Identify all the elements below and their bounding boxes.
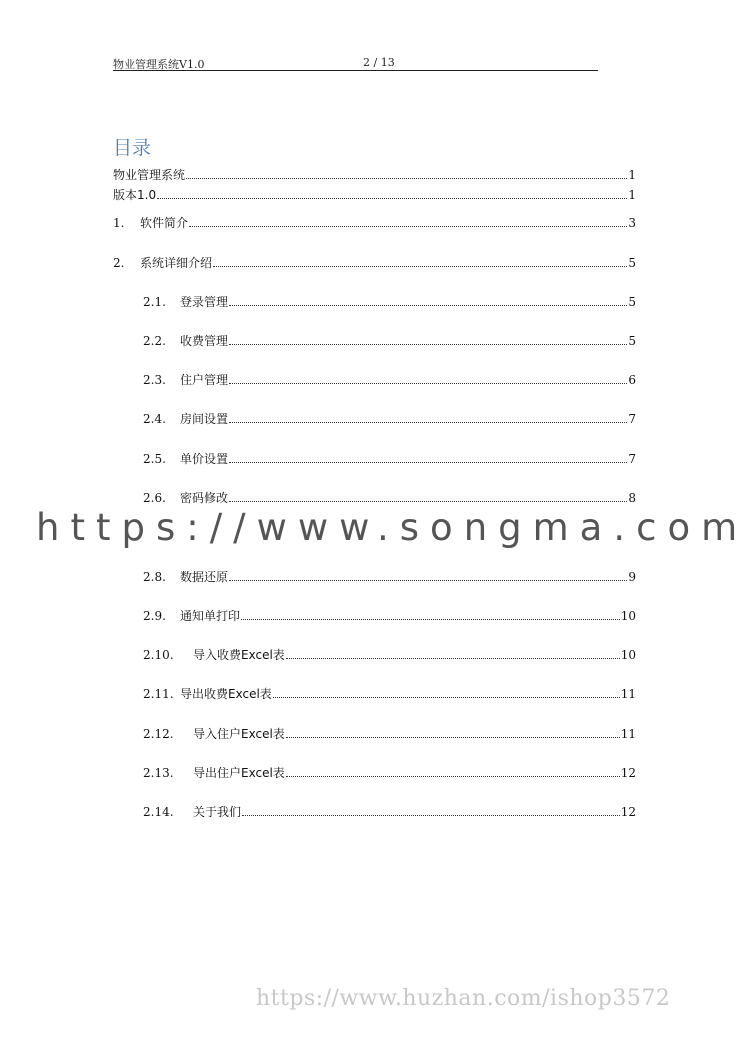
toc-entry[interactable] — [143, 372, 636, 388]
toc-entry[interactable] — [143, 726, 636, 742]
page-indicator: 2 / 13 — [363, 56, 395, 69]
toc-entry-number: 2.2. — [143, 334, 166, 348]
toc-entry-number: 2.6. — [143, 491, 166, 505]
toc-entry-page: 5 — [628, 334, 636, 348]
toc-entry-page: 5 — [628, 256, 636, 270]
page-header — [113, 54, 598, 71]
toc-leader — [229, 569, 627, 581]
toc-entry-text: 登录管理 — [180, 295, 229, 309]
toc-entry-page: 10 — [620, 609, 636, 623]
toc-leader — [157, 187, 627, 199]
toc-entry-page: 11 — [620, 727, 636, 741]
toc-entry[interactable] — [113, 215, 636, 231]
toc-leader — [229, 294, 627, 306]
toc-leader — [189, 215, 627, 227]
toc-entry[interactable] — [143, 333, 636, 349]
toc-entry-number: 2.5. — [143, 452, 166, 466]
toc-title: 目录 — [113, 137, 152, 159]
footer-watermark: https://www.huzhan.com/ishop3572 — [256, 986, 671, 1011]
toc-leader — [229, 490, 627, 502]
toc-entry[interactable] — [113, 167, 636, 183]
toc-entry[interactable] — [143, 569, 636, 585]
toc-entry-text: 单价设置 — [180, 452, 229, 466]
toc-entry-number: 2.3. — [143, 373, 166, 387]
toc-entry-number: 2.9. — [143, 609, 166, 623]
toc-leader — [229, 451, 627, 463]
toc-entry-text: 物业管理系统 — [113, 168, 186, 182]
toc-entry-page: 8 — [628, 491, 636, 505]
toc-entry-text: 收费管理 — [180, 334, 229, 348]
toc-entry[interactable] — [143, 608, 636, 624]
toc-leader — [229, 372, 627, 384]
toc-entry-number: 2.14. — [143, 805, 174, 819]
toc-entry-text: 导入住户Excel表 — [193, 727, 285, 741]
toc-entry-page: 10 — [620, 648, 636, 662]
toc-entry-number: 2. — [113, 256, 125, 270]
toc-entry[interactable] — [143, 294, 636, 310]
toc-entry-number: 2.12. — [143, 727, 174, 741]
toc-entry-page: 11 — [620, 687, 636, 701]
toc-entry-number: 2.13. — [143, 766, 174, 780]
toc-leader — [241, 608, 620, 620]
toc-entry[interactable] — [143, 451, 636, 467]
toc-entry-page: 1 — [628, 168, 636, 182]
toc-entry-text: 住户管理 — [180, 373, 229, 387]
toc-entry[interactable] — [143, 686, 636, 702]
toc-leader — [286, 765, 620, 777]
toc-entry[interactable] — [143, 804, 636, 820]
toc-leader — [213, 255, 627, 267]
toc-entry-text: 导入收费Excel表 — [193, 648, 285, 662]
toc-entry-page: 7 — [628, 412, 636, 426]
toc-entry-text: 版本1.0 — [113, 188, 157, 202]
toc-entry-page: 12 — [620, 805, 636, 819]
toc-entry-text: 通知单打印 — [180, 609, 241, 623]
toc-entry[interactable] — [113, 187, 636, 203]
toc-entry-page: 6 — [628, 373, 636, 387]
toc-entry[interactable] — [143, 647, 636, 663]
toc-entry-number: 2.11. — [143, 687, 174, 701]
toc-entry-text: 密码修改 — [180, 491, 229, 505]
toc-entry-page: 7 — [628, 452, 636, 466]
toc-leader — [186, 167, 627, 179]
toc-entry[interactable] — [143, 411, 636, 427]
toc-entry-page: 12 — [620, 766, 636, 780]
toc-leader — [273, 686, 620, 698]
toc-entry-page: 3 — [628, 216, 636, 230]
toc-entry[interactable] — [143, 765, 636, 781]
toc-entry-number: 2.1. — [143, 295, 166, 309]
toc-entry-text: 系统详细介绍 — [140, 256, 213, 270]
document-title: 物业管理系统V1.0 — [113, 58, 205, 71]
toc-leader — [229, 333, 627, 345]
toc-leader — [229, 411, 627, 423]
toc-entry-number: 2.10. — [143, 648, 174, 662]
toc-leader — [242, 804, 620, 816]
toc-entry[interactable] — [143, 490, 636, 506]
toc-entry[interactable] — [113, 255, 636, 271]
watermark-overlay: https://www.songma.com — [36, 506, 749, 549]
toc-entry-page: 5 — [628, 295, 636, 309]
toc-entry-page: 1 — [628, 188, 636, 202]
toc-entry-number: 2.8. — [143, 570, 166, 584]
toc-entry-text: 软件简介 — [140, 216, 189, 230]
toc-entry-text: 房间设置 — [180, 412, 229, 426]
toc-entry-text: 关于我们 — [193, 805, 242, 819]
toc-entry-text: 数据还原 — [180, 570, 229, 584]
toc-entry-page: 9 — [628, 570, 636, 584]
toc-entry-number: 1. — [113, 216, 125, 230]
toc-leader — [286, 647, 620, 659]
toc-leader — [286, 726, 620, 738]
toc-entry-number: 2.4. — [143, 412, 166, 426]
toc-entry-text: 导出住户Excel表 — [193, 766, 285, 780]
toc-entry-text: 导出收费Excel表 — [180, 687, 272, 701]
